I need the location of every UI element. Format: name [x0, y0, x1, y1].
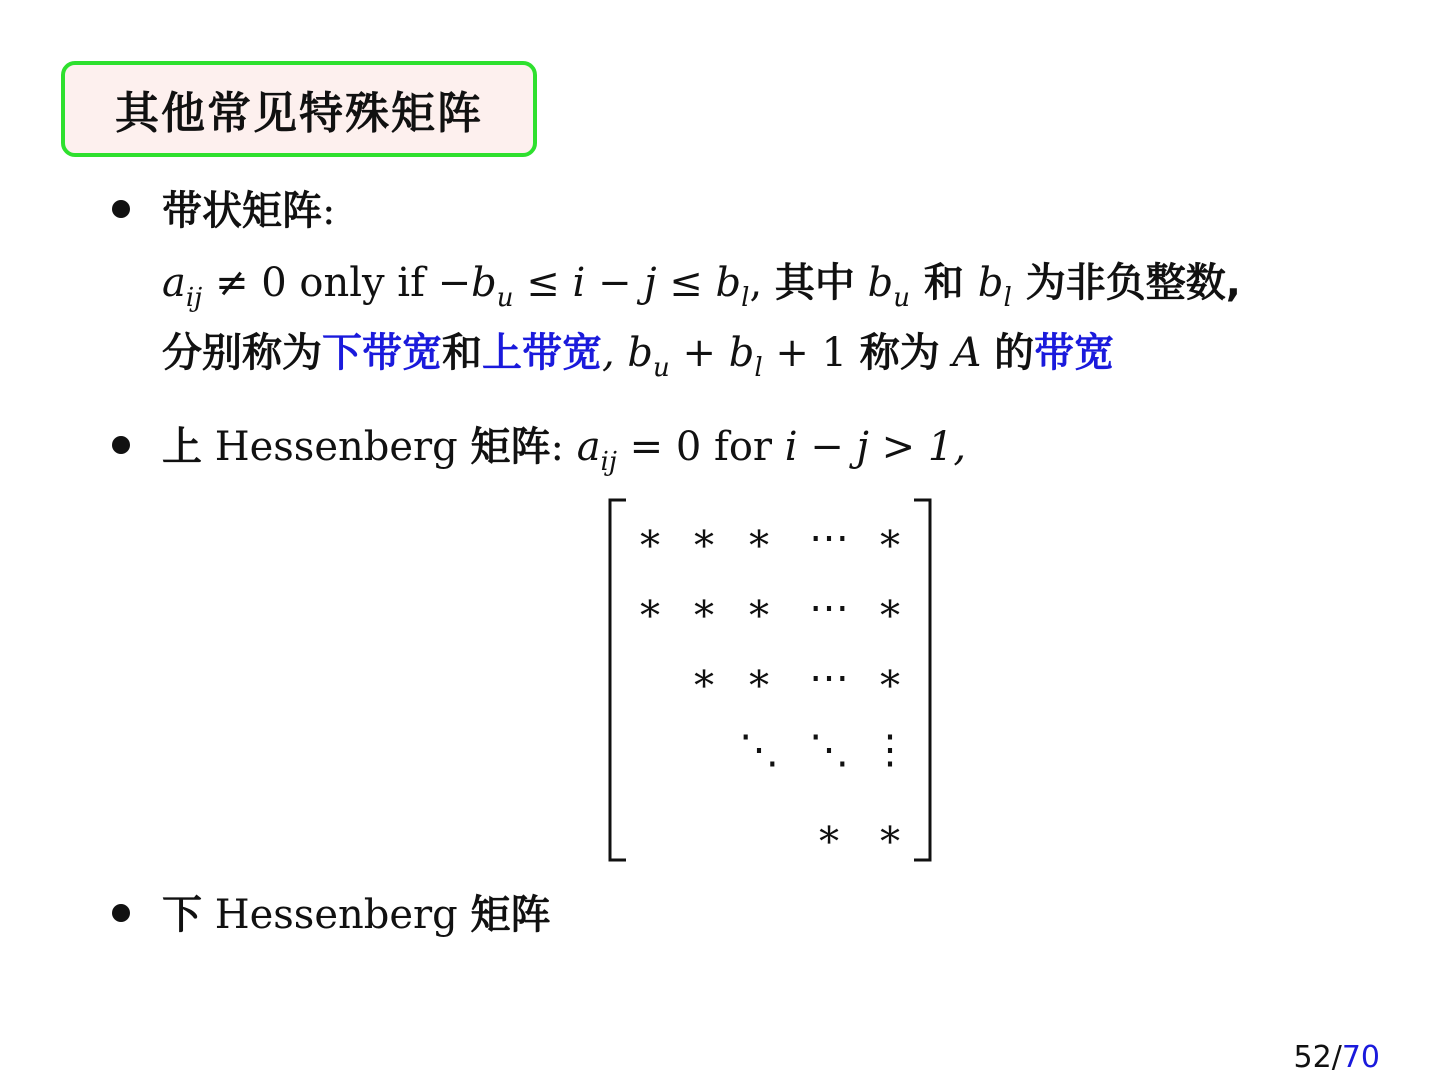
matrix-cell: ∗: [745, 655, 773, 701]
bullet-upper-hessenberg: [112, 436, 130, 454]
section-title-box: [61, 61, 537, 157]
upper-hessenberg-matrix: [604, 496, 936, 864]
band-definition-line: 分别称为下带宽和上带宽, $b_u + b_l + 1$ 称为 A 的带宽: [162, 330, 1115, 383]
matrix-cell: ∗: [745, 585, 773, 631]
matrix-cell: ∗: [636, 515, 664, 561]
band-label: 带状矩阵: [162, 188, 322, 234]
section-title: 其他常见特殊矩阵: [115, 88, 483, 139]
matrix-cell: ∗: [690, 515, 718, 561]
bullet-lower-hessenberg: [112, 904, 130, 922]
matrix-cell: ⋯: [809, 515, 849, 561]
matrix-cell: ⋮: [870, 727, 910, 773]
page-current: 52: [1293, 1040, 1332, 1075]
left-bracket: [610, 500, 626, 860]
matrix-cell: ∗: [815, 811, 843, 857]
lower-bandwidth-term: 下带宽: [322, 330, 442, 376]
matrix-cell: ⋯: [809, 585, 849, 631]
matrix-cell: ∗: [876, 811, 904, 857]
upper-hessenberg-line: 上 Hessenberg 矩阵: $a_{ij} = 0$ for i − j > 1,: [162, 424, 967, 477]
band-label-line: [162, 186, 335, 236]
matrix-cell: ∗: [876, 515, 904, 561]
lower-hessenberg-line: 下 Hessenberg 矩阵: [162, 892, 551, 938]
upper-bandwidth-term: 上带宽: [482, 330, 602, 376]
matrix-cell: ∗: [876, 655, 904, 701]
band-condition-line: $a_{ij} \ne 0$ only if $-b_u \le i - j \le b_l$, 其中 $b_u$ 和 $b_l$ 为非负整数,: [162, 260, 1241, 313]
page-number: 52/70: [1293, 1040, 1380, 1075]
matrix-cell: ⋱: [809, 727, 849, 773]
right-bracket: [914, 500, 930, 860]
matrix-cell: ∗: [636, 585, 664, 631]
matrix-cell: ∗: [690, 655, 718, 701]
matrix-cell: ∗: [690, 585, 718, 631]
matrix-cell: ∗: [745, 515, 773, 561]
band-colon: :: [322, 188, 336, 234]
page-total: 70: [1341, 1040, 1380, 1075]
matrix-cell: ⋱: [739, 727, 779, 773]
bullet-band: [112, 200, 130, 218]
matrix-cell: ⋯: [809, 655, 849, 701]
matrix-cell: ∗: [876, 585, 904, 631]
bandwidth-term: 带宽: [1034, 330, 1115, 376]
